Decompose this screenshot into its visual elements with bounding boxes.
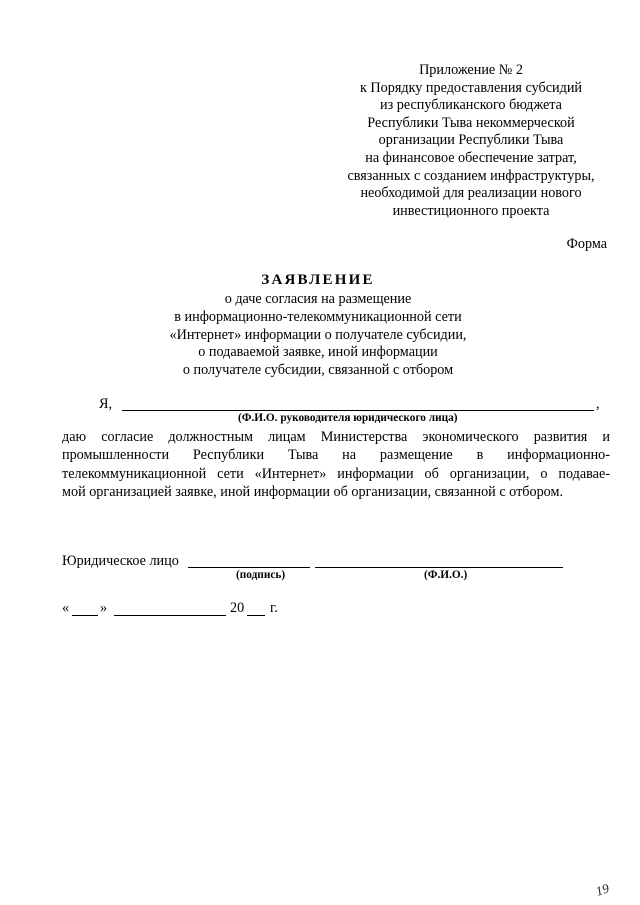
annex-line: Приложение № 2 bbox=[419, 62, 523, 78]
consent-line: мой организацией заявке, иной информации об организации, связанной с отбором. bbox=[62, 484, 564, 501]
subtitle-line: о подаваемой заявке, иной информации bbox=[198, 344, 438, 361]
applicant-name-hint: (Ф.И.О. руководителя юридического лица) bbox=[238, 412, 458, 424]
annex-line: инвестиционного проекта bbox=[392, 202, 550, 219]
consent-text bbox=[62, 428, 610, 502]
date-row bbox=[62, 600, 302, 620]
subtitle-line: в информационно-телекоммуникационной сети bbox=[174, 308, 462, 325]
subtitle-line: о даче согласия на размещение bbox=[224, 291, 412, 307]
applicant-prefix: Я, bbox=[99, 396, 113, 412]
legal-entity-label: Юридическое лицо bbox=[62, 553, 179, 569]
subtitle-line: «Интернет» информации о получателе субсидии, bbox=[169, 326, 467, 343]
document-subtitle bbox=[118, 291, 518, 380]
annex-line: из республиканского бюджета bbox=[380, 97, 562, 114]
annex-header bbox=[340, 62, 602, 220]
day-field[interactable] bbox=[72, 615, 98, 616]
subtitle-line: о получателе субсидии, связанной с отбором bbox=[182, 362, 454, 379]
month-field[interactable] bbox=[114, 615, 226, 616]
consent-line: даю согласие должностным лицам Министерства экономического развития и bbox=[62, 429, 610, 445]
annex-line: к Порядку предоставления субсидий bbox=[359, 79, 583, 96]
annex-line: организации Республики Тыва bbox=[378, 132, 564, 149]
applicant-suffix: , bbox=[596, 396, 600, 412]
signature-hint: (подпись) bbox=[236, 569, 286, 581]
signer-name-hint: (Ф.И.О.) bbox=[424, 569, 468, 581]
date-close-quote: » bbox=[100, 600, 108, 616]
annex-line: связанных с созданием инфраструктуры, bbox=[347, 167, 595, 184]
signature-field[interactable] bbox=[188, 567, 310, 568]
document-title: ЗАЯВЛЕНИЕ bbox=[261, 272, 375, 288]
form-label: Форма bbox=[566, 236, 607, 252]
applicant-name-field[interactable] bbox=[122, 410, 594, 411]
year-suffix: г. bbox=[270, 600, 278, 616]
year-prefix: 20 bbox=[230, 600, 245, 616]
consent-line: промышленности Республики Тыва на размещение в информационно- bbox=[62, 447, 610, 464]
year-field[interactable] bbox=[247, 615, 265, 616]
consent-line: телекоммуникационной сети «Интернет» информации об организации, о подавае- bbox=[62, 465, 610, 482]
annex-line: Республики Тыва некоммерческой bbox=[367, 114, 575, 131]
annex-line: на финансовое обеспечение затрат, bbox=[365, 149, 577, 166]
date-open-quote: « bbox=[62, 600, 70, 616]
page-number: 19 bbox=[593, 880, 611, 899]
signer-name-field[interactable] bbox=[315, 567, 563, 568]
annex-line: необходимой для реализации нового bbox=[360, 185, 582, 202]
